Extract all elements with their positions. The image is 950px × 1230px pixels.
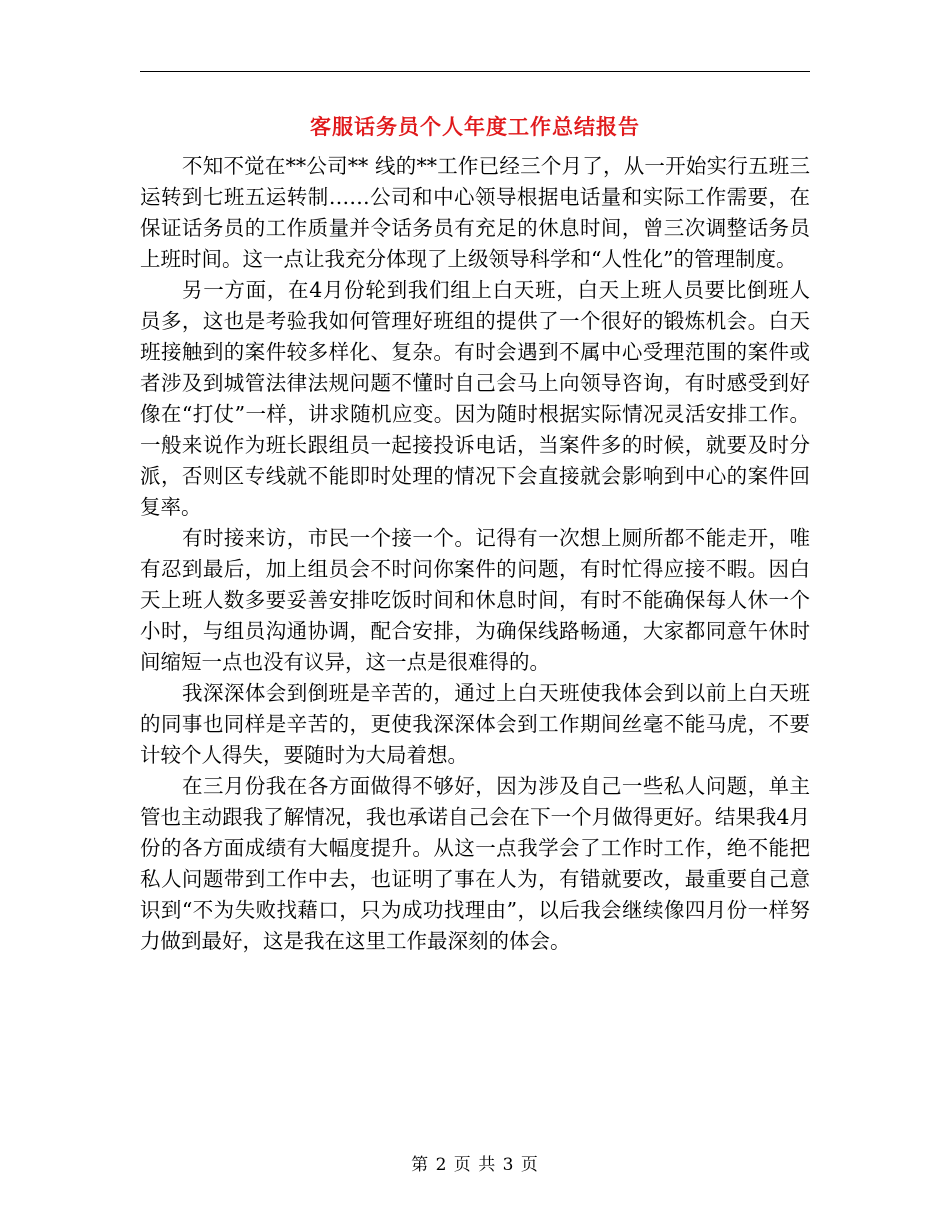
paragraph: 另一方面，在4月份轮到我们组上白天班，白天上班人员要比倒班人员多，这也是考验我如何管理好班组的提供了一个很好的锻炼机会。白天班接触到的案件较多样化、复杂。有时会遇到不属中心受理范围的案件或者涉及到城管法律法规问题不懂时自己会马上向领导咨询，有时感受到好像在“打仗”一样，讲求随机应变。因为随时根据实际情况灵活安排工作。一般来说作为班长跟组员一起接投诉电话，当案件多的时候，就要及时分派，否则区专线就不能即时处理的情况下会直接就会影响到中心的案件回复率。 [140,278,810,519]
document-body [140,151,810,957]
paragraph: 在三月份我在各方面做得不够好，因为涉及自己一些私人问题，单主管也主动跟我了解情况，我也承诺自己会在下一个月做得更好。结果我4月份的各方面成绩有大幅度提升。从这一点我学会了工作时工作，绝不能把私人问题带到工作中去，也证明了事在人为，有错就要改，最重要自己意识到“不为失败找藉口，只为成功找理由”，以后我会继续像四月份一样努力做到最好，这是我在这里工作最深刻的体会。 [140,774,810,953]
header-rule [140,71,810,72]
page-number-footer: 第 2 页 共 3 页 [411,1155,539,1175]
document-title: 客服话务员个人年度工作总结报告 [310,114,640,139]
paragraph: 我深深体会到倒班是辛苦的，通过上白天班使我体会到以前上白天班的同事也同样是辛苦的，更使我深深体会到工作期间丝毫不能马虎，不要计较个人得失，要随时为大局着想。 [140,681,810,767]
paragraph: 有时接来访，市民一个接一个。记得有一次想上厕所都不能走开，唯有忍到最后，加上组员会不时问你案件的问题，有时忙得应接不暇。因白天上班人数多要妥善安排吃饭时间和休息时间，有时不能确保每人休一个小时，与组员沟通协调，配合安排，为确保线路畅通，大家都同意午休时间缩短一点也没有议异，这一点是很难得的。 [140,526,810,674]
paragraph: 不知不觉在**公司** 线的**工作已经三个月了，从一开始实行五班三运转到七班五运转制……公司和中心领导根据电话量和实际工作需要，在保证话务员的工作质量并令话务员有充足的休息时间，曾三次调整话务员上班时间。这一点让我充分体现了上级领导科学和“人性化”的管理制度。 [140,154,810,271]
